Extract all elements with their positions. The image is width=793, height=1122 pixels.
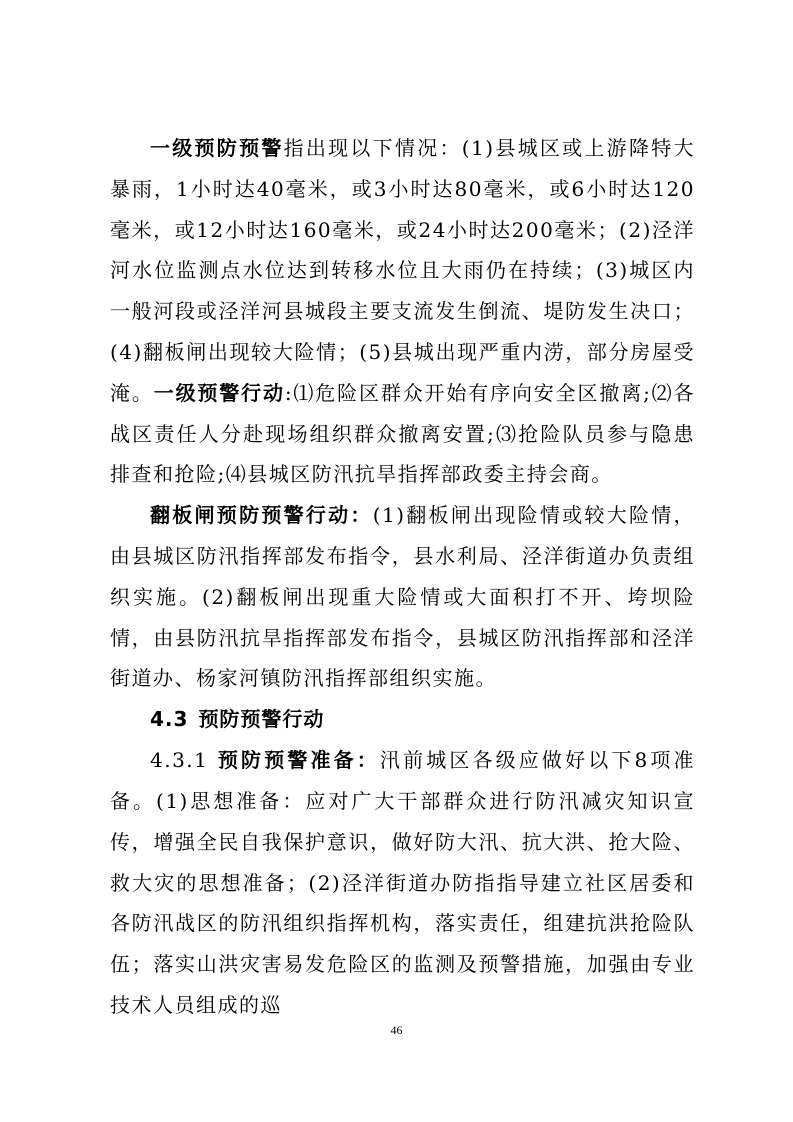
document-body	[110, 128, 695, 1026]
level1-warning-text: 指出现以下情况：(1)县城区或上游降特大暴雨，1小时达40毫米，或3小时达80毫米，或6小时达120毫米，或12小时达160毫米，或24小时达200毫米；(2)泾洋河水位监测点水位达到转移水位且大雨仍在持续；(3)城区内一般河段或泾洋河县城段主要支流发生倒流、堤防发生决口；(4)翻板闸出现较大险情；(5)县城出现严重内涝，部分房屋受淹。	[110, 136, 695, 405]
gate-warning-heading: 翻板闸预防预警行动：	[150, 503, 373, 528]
paragraph-level1-warning	[110, 128, 695, 495]
paragraph-preparation	[110, 740, 695, 1026]
subsection-number: 4.3.1	[150, 748, 209, 773]
page-number: 46	[390, 1023, 403, 1037]
paragraph-gate-warning	[110, 495, 695, 699]
section-number: 4.3	[150, 707, 189, 732]
section-title: 预防预警行动	[198, 707, 325, 732]
subsection-text: 汛前城区各级应做好以下8项准备。(1)思想准备：应对广大干部群众进行防汛减灾知识宣传，增强全民自我保护意识，做好防大汛、抗大洪、抢大险、救大灾的思想准备；(2)泾洋街道办防指指导建立社区居委和各防汛战区的防汛组织指挥机构，落实责任，组建抗洪抢险队伍；落实山洪灾害易发危险区的监测及预警措施，加强由专业技术人员组成的巡	[110, 748, 696, 1017]
section-heading	[110, 699, 695, 740]
level1-action-text: :⑴危险区群众开始有序向安全区撤离;⑵各战区责任人分赴现场组织群众撤离安置;⑶抢险队员参与隐患排查和抢险;⑷县城区防汛抗旱指挥部政委主持会商。	[110, 380, 696, 487]
subsection-heading: 预防预警准备：	[217, 748, 380, 773]
level1-action-heading: 一级预警行动	[153, 380, 285, 405]
gate-warning-text: (1)翻板闸出现险情或较大险情，由县城区防汛指挥部发布指令，县水利局、泾洋街道办负责组织实施。(2)翻板闸出现重大险情或大面积打不开、垮坝险情，由县防汛抗旱指挥部发布指令，县城区防汛指挥部和泾洋街道办、杨家河镇防汛指挥部组织实施。	[110, 503, 695, 691]
level1-warning-heading: 一级预防预警	[150, 136, 284, 160]
